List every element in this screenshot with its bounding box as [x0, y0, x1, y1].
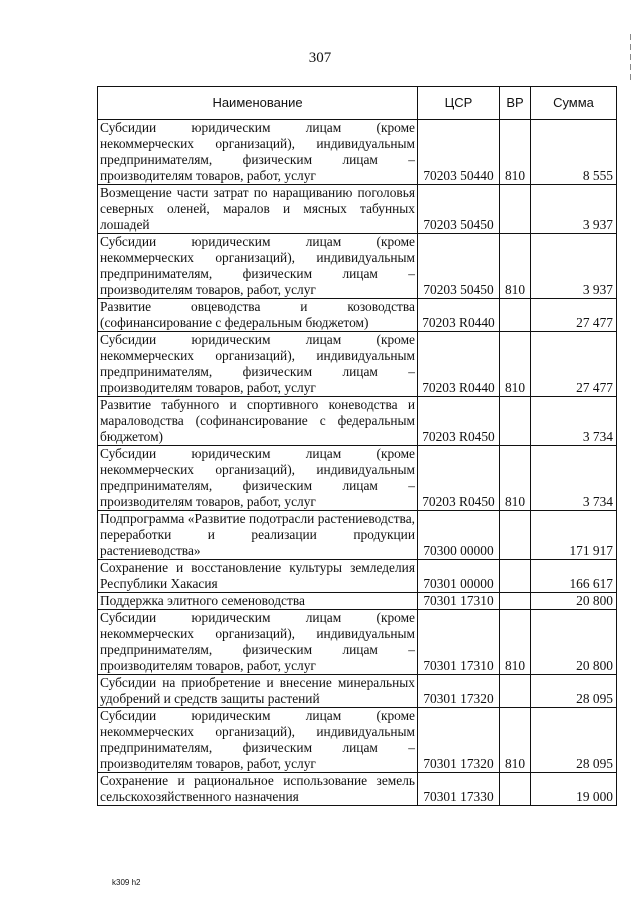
- row-sum-cell: 27 477: [531, 332, 617, 397]
- row-sum-cell: 166 617: [531, 560, 617, 593]
- row-csr-cell: 70301 17320: [418, 708, 500, 773]
- row-name-cell: Субсидии юридическим лицам (кроме некоммерческих организаций), индивидуальным предпринимателям, физическим лицам – производителям товаров, работ, услуг: [98, 234, 418, 299]
- row-sum-cell: 3 734: [531, 446, 617, 511]
- row-sum-cell: 27 477: [531, 299, 617, 332]
- row-name-cell: Субсидии юридическим лицам (кроме некоммерческих организаций), индивидуальным предпринимателям, физическим лицам – производителям товаров, работ, услуг: [98, 120, 418, 185]
- table-body: [98, 120, 617, 806]
- row-vr-cell: 810: [500, 332, 531, 397]
- table-row: [98, 511, 617, 560]
- row-sum-cell: 8 555: [531, 120, 617, 185]
- table-row: [98, 560, 617, 593]
- table-row: [98, 185, 617, 234]
- row-name-cell: Субсидии юридическим лицам (кроме некоммерческих организаций), индивидуальным предпринимателям, физическим лицам – производителям товаров, работ, услуг: [98, 446, 418, 511]
- row-vr-cell: [500, 560, 531, 593]
- footer-code: k309 h2: [112, 878, 141, 887]
- row-csr-cell: 70301 17310: [418, 593, 500, 610]
- row-name-cell: Субсидии юридическим лицам (кроме некоммерческих организаций), индивидуальным предпринимателям, физическим лицам – производителям товаров, работ, услуг: [98, 610, 418, 675]
- row-sum-cell: 28 095: [531, 675, 617, 708]
- row-vr-cell: 810: [500, 610, 531, 675]
- row-sum-cell: 20 800: [531, 610, 617, 675]
- row-csr-cell: 70203 50450: [418, 234, 500, 299]
- row-name-cell: Возмещение части затрат по наращиванию поголовья северных оленей, маралов и мясных табунных лошадей: [98, 185, 418, 234]
- row-csr-cell: 70203 R0450: [418, 397, 500, 446]
- table-row: [98, 332, 617, 397]
- row-vr-cell: [500, 397, 531, 446]
- row-name-cell: Поддержка элитного семеноводства: [98, 593, 418, 610]
- row-name-cell: Сохранение и рациональное использование земель сельскохозяйственного назначения: [98, 773, 418, 806]
- table-row: [98, 773, 617, 806]
- row-name-cell: Подпрограмма «Развитие подотрасли растениеводства, переработки и реализации продукции растениеводства»: [98, 511, 418, 560]
- row-csr-cell: 70301 00000: [418, 560, 500, 593]
- row-sum-cell: 20 800: [531, 593, 617, 610]
- header-vr: ВР: [500, 87, 531, 120]
- row-vr-cell: 810: [500, 234, 531, 299]
- table-row: [98, 675, 617, 708]
- page-number: 307: [308, 50, 332, 66]
- row-sum-cell: 171 917: [531, 511, 617, 560]
- row-vr-cell: 810: [500, 708, 531, 773]
- row-vr-cell: [500, 593, 531, 610]
- header-sum: Сумма: [531, 87, 617, 120]
- row-sum-cell: 19 000: [531, 773, 617, 806]
- row-csr-cell: 70301 17330: [418, 773, 500, 806]
- row-csr-cell: 70301 17320: [418, 675, 500, 708]
- table-row: [98, 708, 617, 773]
- table-header-row: [98, 87, 617, 120]
- row-name-cell: Сохранение и восстановление культуры земледелия Республики Хакасия: [98, 560, 418, 593]
- row-sum-cell: 3 734: [531, 397, 617, 446]
- row-csr-cell: 70203 R0450: [418, 446, 500, 511]
- row-csr-cell: 70301 17310: [418, 610, 500, 675]
- table-row: [98, 120, 617, 185]
- table-row: [98, 446, 617, 511]
- row-vr-cell: 810: [500, 446, 531, 511]
- row-csr-cell: 70203 50440: [418, 120, 500, 185]
- row-sum-cell: 28 095: [531, 708, 617, 773]
- table-row: [98, 299, 617, 332]
- row-csr-cell: 70300 00000: [418, 511, 500, 560]
- row-vr-cell: [500, 675, 531, 708]
- row-name-cell: Развитие табунного и спортивного коневодства и мараловодства (софинансирование с федеральным бюджетом): [98, 397, 418, 446]
- row-name-cell: Субсидии юридическим лицам (кроме некоммерческих организаций), индивидуальным предпринимателям, физическим лицам – производителям товаров, работ, услуг: [98, 708, 418, 773]
- row-vr-cell: 810: [500, 120, 531, 185]
- table-row: [98, 234, 617, 299]
- row-sum-cell: 3 937: [531, 185, 617, 234]
- row-csr-cell: 70203 R0440: [418, 299, 500, 332]
- row-csr-cell: 70203 50450: [418, 185, 500, 234]
- table-row: [98, 397, 617, 446]
- row-sum-cell: 3 937: [531, 234, 617, 299]
- table-row: [98, 593, 617, 610]
- budget-table: [97, 86, 617, 806]
- header-csr: ЦСР: [418, 87, 500, 120]
- row-name-cell: Субсидии на приобретение и внесение минеральных удобрений и средств защиты растений: [98, 675, 418, 708]
- header-name: Наименование: [98, 87, 418, 120]
- margin-scan-marks: [628, 30, 634, 110]
- row-vr-cell: [500, 511, 531, 560]
- table-row: [98, 610, 617, 675]
- row-name-cell: Субсидии юридическим лицам (кроме некоммерческих организаций), индивидуальным предпринимателям, физическим лицам – производителям товаров, работ, услуг: [98, 332, 418, 397]
- row-csr-cell: 70203 R0440: [418, 332, 500, 397]
- row-vr-cell: [500, 185, 531, 234]
- row-vr-cell: [500, 773, 531, 806]
- row-vr-cell: [500, 299, 531, 332]
- row-name-cell: Развитие овцеводства и козоводства (софинансирование с федеральным бюджетом): [98, 299, 418, 332]
